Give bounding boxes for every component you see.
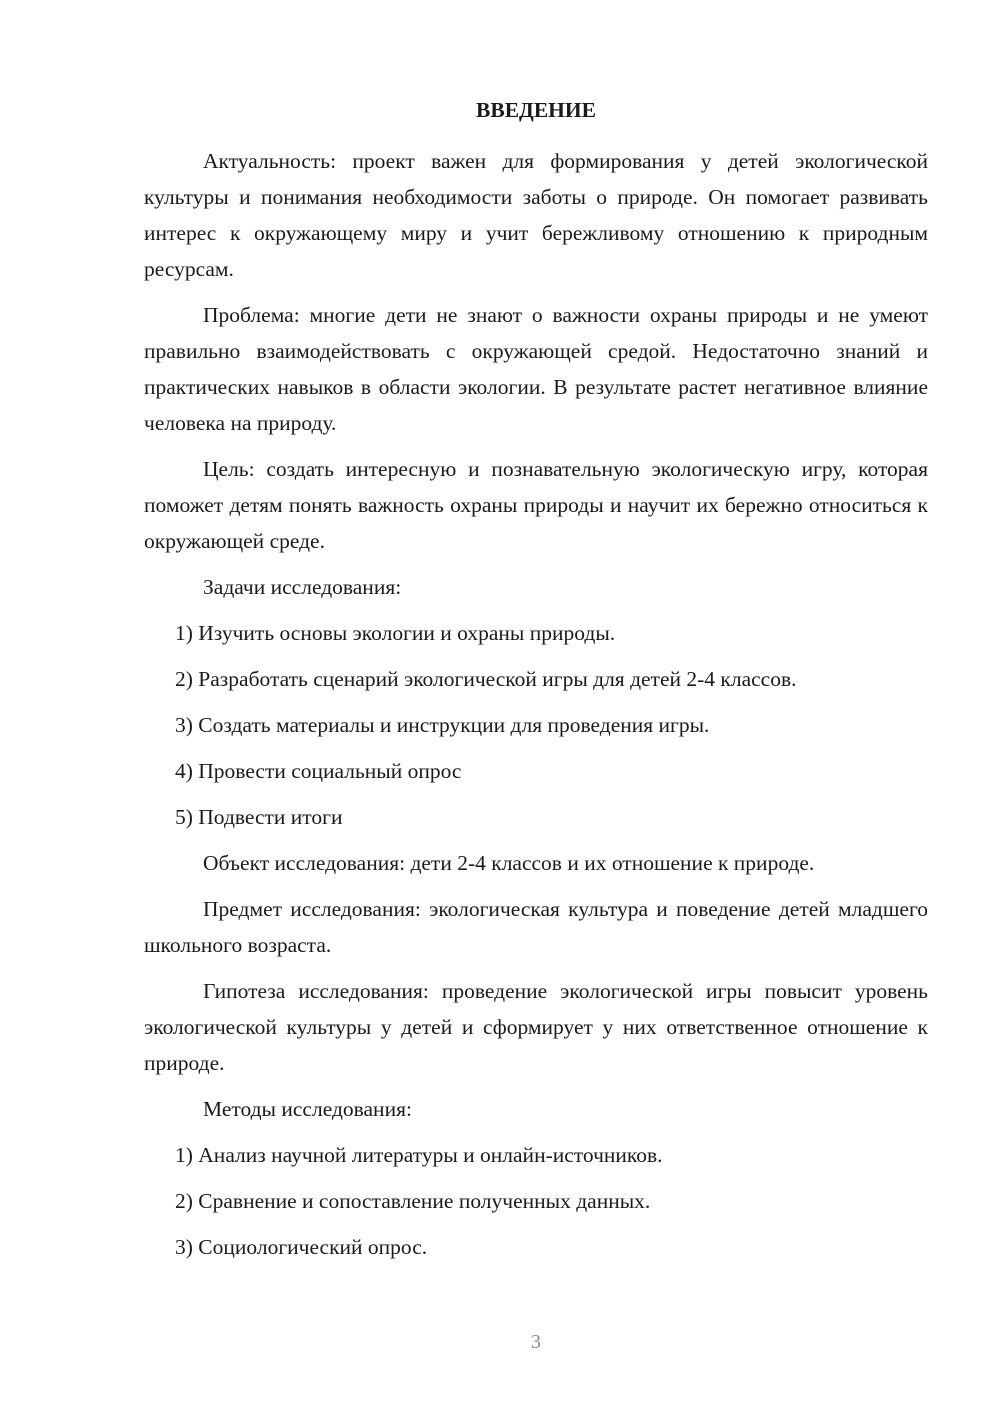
object-paragraph: Объект исследования: дети 2-4 классов и их отношение к природе. — [203, 851, 815, 875]
task-item-2: 2) Разработать сценарий экологической игры для детей 2-4 классов. — [175, 667, 797, 691]
tasks-title: Задачи исследования: — [203, 575, 402, 599]
page-number: 3 — [531, 1331, 541, 1353]
problem-paragraph: Проблема: многие дети не знают о важности охраны природы и не умеют правильно взаимодействовать с окружающей средой. Недостаточно знаний и практических навыков в области экологии. В результате растет негативное влияние человека на природу. — [144, 303, 928, 435]
task-item-3: 3) Создать материалы и инструкции для проведения игры. — [175, 713, 710, 737]
methods-title: Методы исследования: — [203, 1097, 412, 1121]
method-item-3: 3) Социологический опрос. — [175, 1235, 428, 1259]
relevance-paragraph: Актуальность: проект важен для формирования у детей экологической культуры и понимания необходимости заботы о природе. Он помогает развивать интерес к окружающему миру и учит бережливому отношению к природным ресурсам. — [144, 149, 928, 281]
page-content — [144, 92, 928, 1275]
method-item-1: 1) Анализ научной литературы и онлайн-источников. — [175, 1143, 663, 1167]
task-item-5: 5) Подвести итоги — [175, 805, 343, 829]
method-item-2: 2) Сравнение и сопоставление полученных данных. — [175, 1189, 651, 1213]
section-heading: ВВЕДЕНИЕ — [476, 98, 596, 122]
subject-paragraph: Предмет исследования: экологическая культура и поведение детей младшего школьного возраста. — [144, 897, 928, 957]
task-item-1: 1) Изучить основы экологии и охраны природы. — [175, 621, 616, 645]
hypothesis-paragraph: Гипотеза исследования: проведение экологической игры повысит уровень экологической культуры у детей и сформирует у них ответственное отношение к природе. — [144, 979, 928, 1075]
goal-paragraph: Цель: создать интересную и познавательную экологическую игру, которая поможет детям понять важность охраны природы и научит их бережно относиться к окружающей среде. — [144, 457, 928, 553]
task-item-4: 4) Провести социальный опрос — [175, 759, 462, 783]
